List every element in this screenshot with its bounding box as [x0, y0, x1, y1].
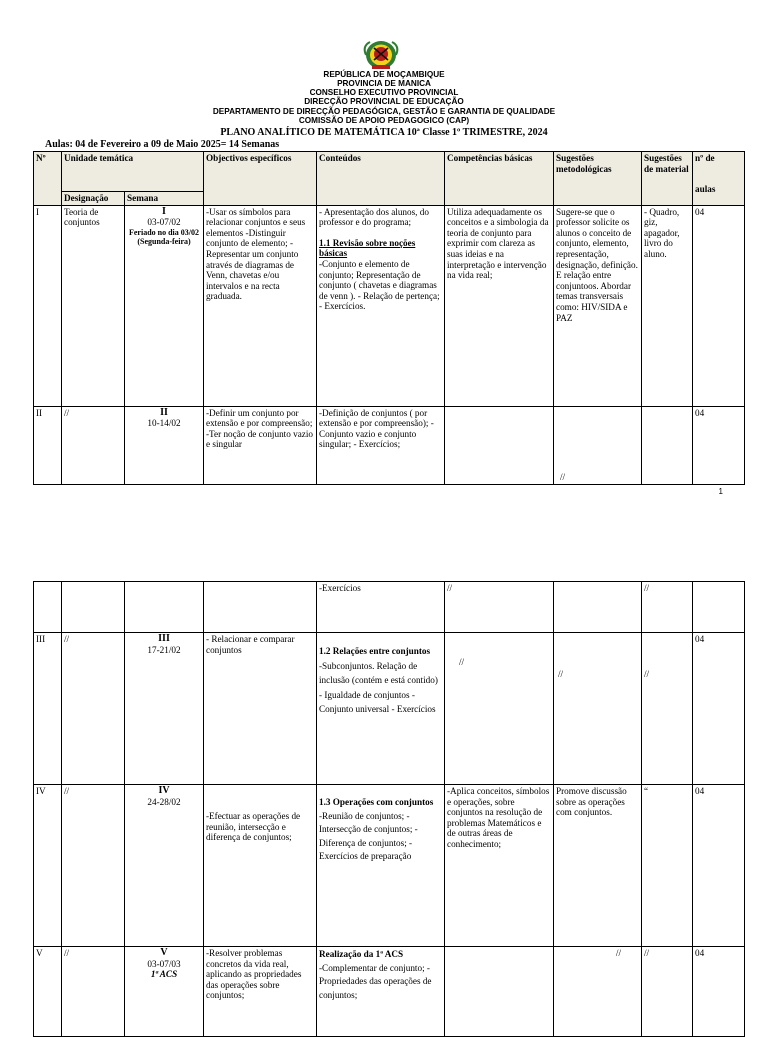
- objectivos-cell: -Definir um conjunto por extensão e por compreensão; -Ter noção de conjunto vazio e singular: [204, 406, 317, 484]
- competencias-cell: //: [445, 633, 554, 785]
- semana-cell: [125, 633, 204, 785]
- designacao-cell: Teoria de conjuntos: [62, 205, 125, 406]
- competencias-cell: [445, 947, 554, 1037]
- sug-met-cell: //: [554, 406, 642, 484]
- conteudos-cell: -Exercícios: [317, 582, 445, 633]
- col-header-naulas: [693, 152, 745, 206]
- col-header-n: Nº: [34, 152, 62, 206]
- conteudos-heading: 1.3 Operações com conjuntos: [319, 797, 434, 807]
- aulas-period: Aulas: 04 de Fevereiro a 09 de Maio 2025= 14 Semanas: [45, 139, 280, 150]
- naulas-line2: aulas: [695, 183, 716, 194]
- semana-number: IV: [158, 785, 170, 796]
- competencias-cell: [445, 406, 554, 484]
- semana-number: V: [160, 947, 168, 958]
- semana-cell: [125, 406, 204, 484]
- col-header-unidade: Unidade temática: [62, 152, 204, 192]
- semana-number: III: [158, 633, 170, 644]
- table-header-row: [34, 152, 745, 192]
- row-number: IV: [34, 785, 62, 947]
- plan-table-page1: [33, 151, 745, 485]
- col-header-sug-mat: Sugestões de material: [642, 152, 693, 206]
- competencias-cell: -Aplica conceitos, símbolos e operações, sobre conjuntos na resolução de problemas Matemáticos e de outras áreas de conhecimento;: [445, 785, 554, 947]
- row-number: I: [34, 205, 62, 406]
- col-header-sug-met: Sugestões metodológicas: [554, 152, 642, 206]
- sug-met-cell: Sugere-se que o professor solicite os alunos o conceito de conjunto, elemento, representação, designação, definição. E relação entre conjuntoos. Abordar temas transversais como: HIV/SIDA e PAZ: [554, 205, 642, 406]
- designacao-cell: //: [62, 785, 125, 947]
- col-header-objectivos: Objectivos específicos: [204, 152, 317, 206]
- objectivos-cell: - Relacionar e comparar conjuntos: [204, 633, 317, 785]
- conteudos-cell: [317, 633, 445, 785]
- sug-mat-cell: //: [642, 582, 693, 633]
- conteudos-body: -Subconjuntos. Relação de inclusão (contém e está contido) - Igualdade de conjuntos - Conjunto universal - Exercícios: [319, 660, 438, 714]
- designacao-cell: //: [62, 633, 125, 785]
- table-row: [34, 633, 745, 785]
- plan-table-page2: [33, 581, 745, 1037]
- sug-mat-cell: [642, 406, 693, 484]
- conteudos-heading: 1.1 Revisão sobre noções básicas: [319, 237, 416, 259]
- semana-note: Feriado no dia 03/02 (Segunda-feira): [128, 227, 199, 246]
- header-line-council: CONSELHO EXECUTIVO PROVINCIAL: [309, 88, 459, 97]
- semana-cell: [125, 947, 204, 1037]
- designacao-cell: //: [62, 406, 125, 484]
- conteudos-body: -Reunião de conjuntos; -Intersecção de conjuntos; -Diferença de conjuntos; - Exercícios de preparação: [319, 810, 418, 861]
- objectivos-cell: -Efectuar as operações de reunião, intersecção e diferença de conjuntos;: [204, 785, 317, 947]
- mozambique-emblem: [358, 38, 404, 72]
- aulas-cell: 04: [693, 633, 745, 785]
- table-row: [34, 947, 745, 1037]
- row-number: II: [34, 406, 62, 484]
- semana-date: 03-07/02: [147, 217, 181, 228]
- row-number: V: [34, 947, 62, 1037]
- conteudos-cell: [317, 205, 445, 406]
- sug-mat-cell: //: [642, 947, 693, 1037]
- semana-number: II: [160, 406, 168, 418]
- designacao-cell: [62, 582, 125, 633]
- table-row: [34, 785, 745, 947]
- header-line-direction: DIRECÇÃO PROVINCIAL DE EDUCAÇÃO: [304, 97, 464, 106]
- conteudos-cell: [317, 785, 445, 947]
- semana-cell: [125, 582, 204, 633]
- sug-mat-cell: “: [642, 785, 693, 947]
- semana-number: I: [162, 205, 166, 217]
- header-line-republic: REPÚBLICA DE MOÇAMBIQUE: [323, 70, 445, 79]
- page-number: 1: [718, 487, 723, 496]
- conteudos-intro: - Apresentação dos alunos, do professor e do programa;: [319, 206, 429, 228]
- table-row: [34, 205, 745, 406]
- competencias-cell: Utiliza adequadamente os conceitos e a simbologia da teoria de conjunto para exprimir com clareza as suas ideias e na interpretação e intervenção na vida real;: [445, 205, 554, 406]
- table-row: [34, 582, 745, 633]
- objectivos-cell: -Usar os símbolos para relacionar conjuntos e seus elementos -Distinguir conjunto de elemento; -Representar um conjunto através de diagramas de Venn, chavetas e/ou intervalos e na recta graduada.: [204, 205, 317, 406]
- semana-cell: [125, 205, 204, 406]
- table-row: [34, 406, 745, 484]
- conteudos-heading: 1.2 Relações entre conjuntos: [319, 646, 431, 656]
- semana-date: 03-07/03: [147, 958, 181, 969]
- sug-mat-cell: - Quadro, giz, apagador, livro do aluno.: [642, 205, 693, 406]
- conteudos-body: -Conjunto e elemento de conjunto; Representação de conjunto ( chavetas e diagramas de venn ). - Relação de pertença; - Exercícios.: [319, 258, 440, 312]
- aulas-cell: 04: [693, 205, 745, 406]
- semana-date: 24-28/02: [147, 796, 181, 807]
- conteudos-body: -Complementar de conjunto; -Propriedades das operações de conjuntos;: [319, 962, 432, 1000]
- row-number: III: [34, 633, 62, 785]
- col-header-conteudos: Conteúdos: [317, 152, 445, 206]
- designacao-cell: //: [62, 947, 125, 1037]
- aulas-cell: 04: [693, 406, 745, 484]
- aulas-cell: 04: [693, 785, 745, 947]
- semana-date: 17-21/02: [147, 644, 181, 655]
- sug-met-cell: [554, 582, 642, 633]
- naulas-line1: nº de: [695, 153, 715, 163]
- competencias-cell: //: [445, 582, 554, 633]
- objectivos-cell: -Resolver problemas concretos da vida real, aplicando as propriedades das operações sobre conjuntos;: [204, 947, 317, 1037]
- header-line-department: DEPARTAMENTO DE DIRECÇÃO PEDAGÓGICA, GESTÃO E GARANTIA DE QUALIDADE: [212, 107, 556, 116]
- objectivos-cell: [204, 582, 317, 633]
- sug-met-cell: //: [554, 633, 642, 785]
- aulas-cell: 04: [693, 947, 745, 1037]
- semana-cell: [125, 785, 204, 947]
- header-line-province: PROVINCIA DE MANICA: [337, 79, 431, 88]
- conteudos-heading: Realização da 1ª ACS: [319, 949, 404, 959]
- semana-note: 1ª ACS: [150, 969, 178, 980]
- sug-met-cell: Promove discussão sobre as operações com conjuntos.: [554, 785, 642, 947]
- document-title: PLANO ANALÍTICO DE MATEMÁTICA 10ª Classe 1º TRIMESTRE, 2024: [220, 127, 548, 138]
- aulas-cell: [693, 582, 745, 633]
- row-number: [34, 582, 62, 633]
- col-header-competencias: Competências básicas: [445, 152, 554, 206]
- sug-mat-cell: //: [642, 633, 693, 785]
- sug-met-cell: //: [554, 947, 642, 1037]
- header-line-commission: COMISSÃO DE APOIO PEDAGOGICO (CAP): [298, 116, 470, 125]
- semana-date: 10-14/02: [147, 418, 181, 429]
- conteudos-cell: -Definição de conjuntos ( por extensão e por compreensão); -Conjunto vazio e conjunto singular; - Exercícios;: [317, 406, 445, 484]
- col-header-semana: Semana: [125, 192, 204, 206]
- conteudos-cell: [317, 947, 445, 1037]
- col-header-designacao: Designação: [62, 192, 125, 206]
